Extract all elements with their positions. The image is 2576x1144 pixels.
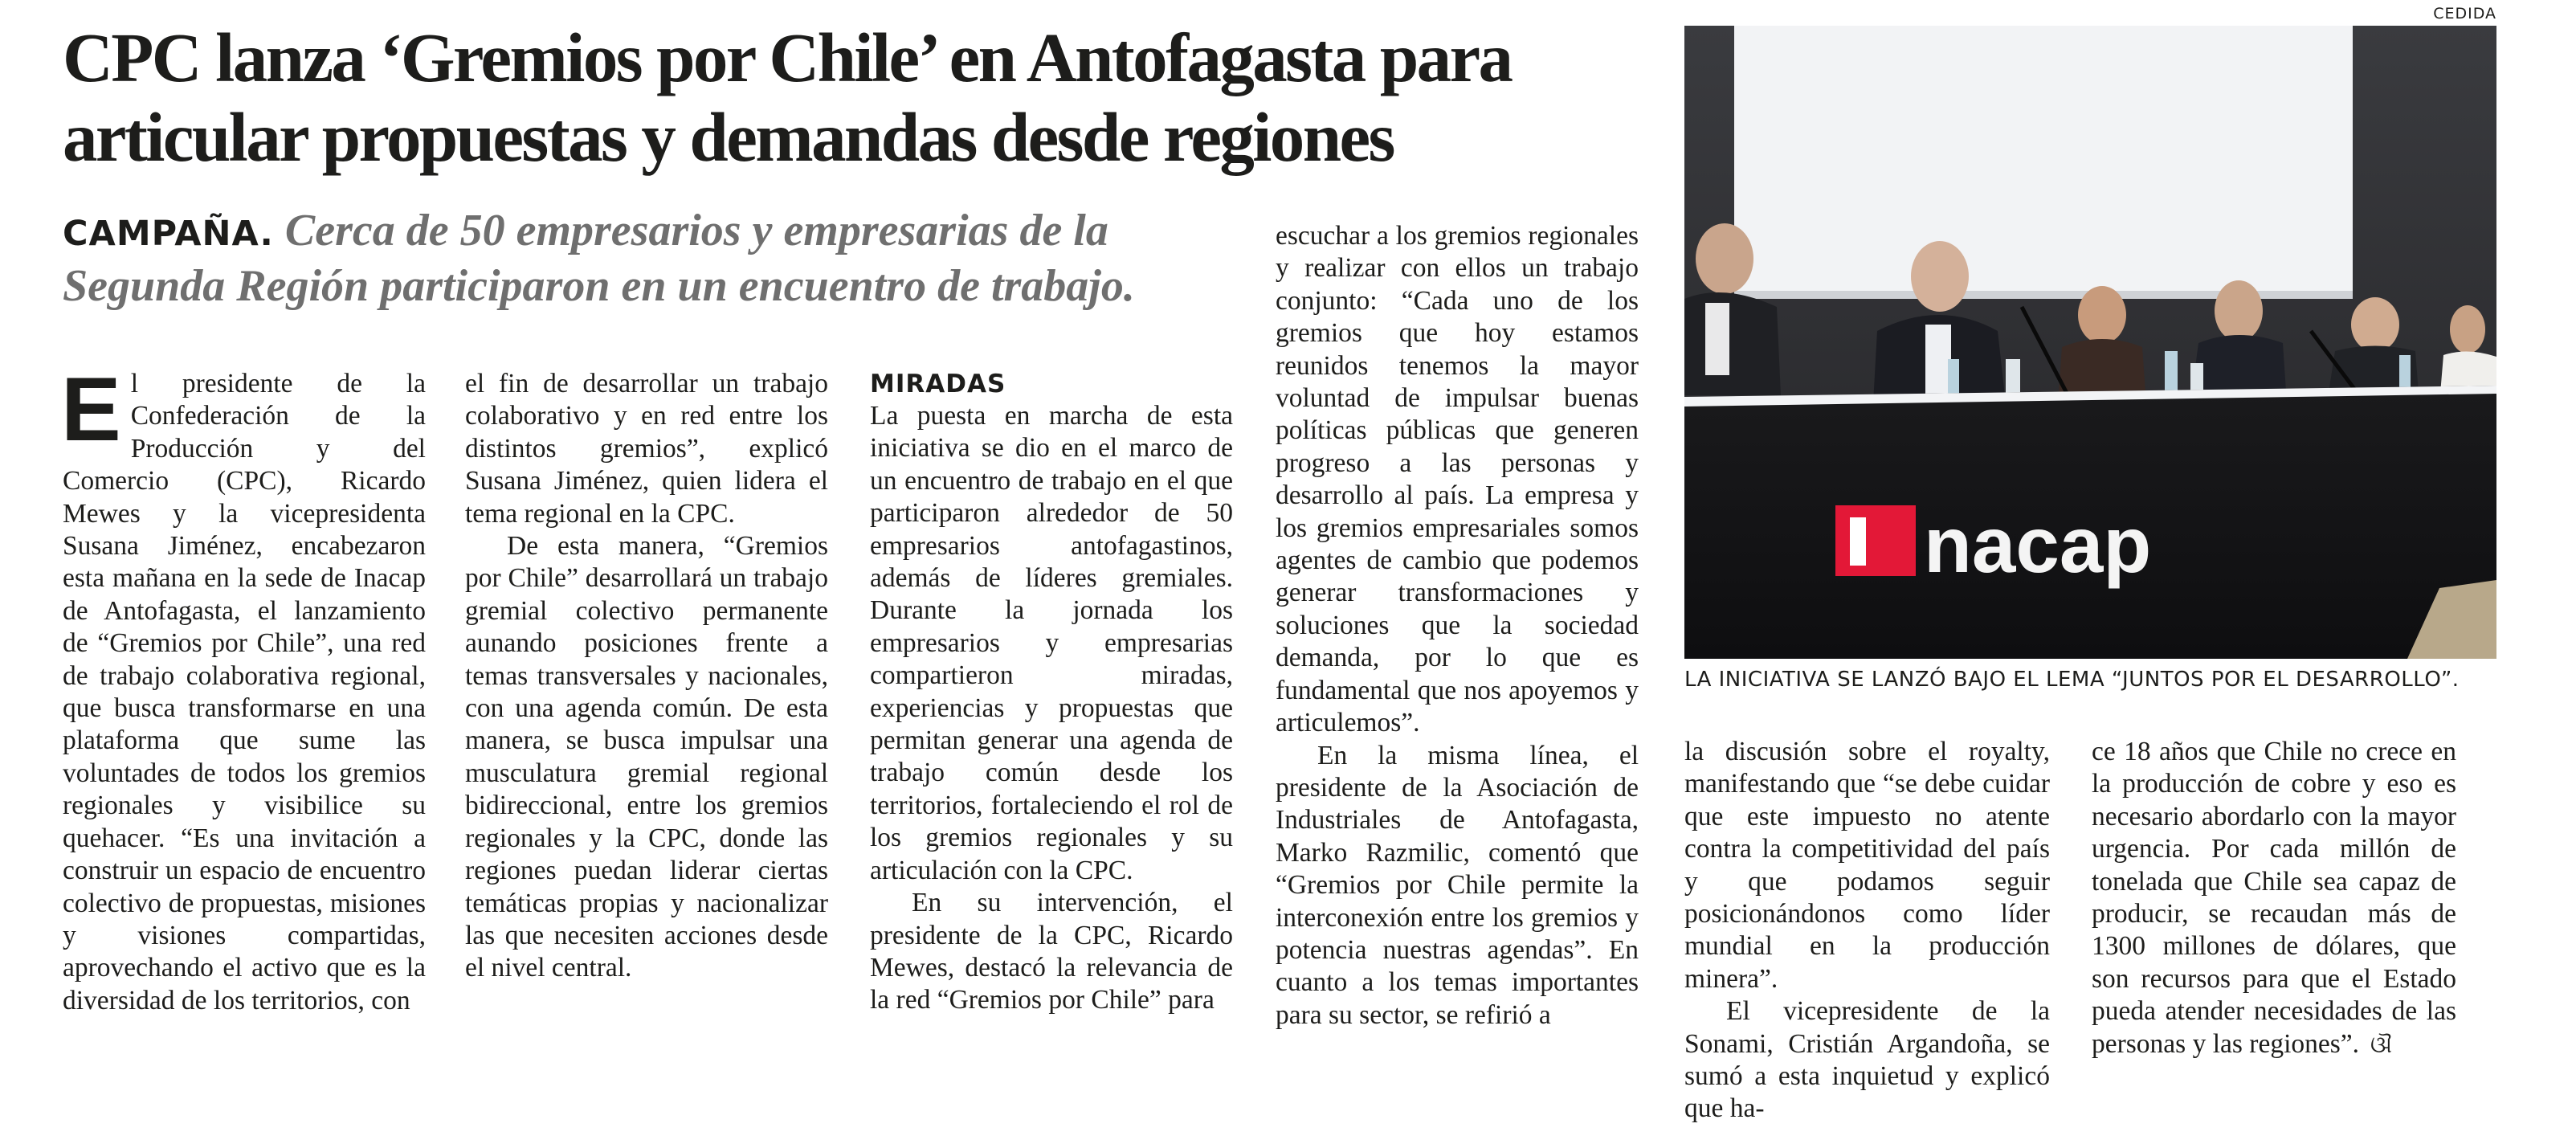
article-paragraph bbox=[2092, 736, 2456, 1061]
deck-kicker: CAMPAÑA. bbox=[63, 214, 274, 254]
article-column-6 bbox=[2092, 736, 2456, 1061]
article-paragraph: El vicepresidente de la Sonami, Cristián Argandoña, se sumó a esta inquietud y explicó que ha- bbox=[1684, 996, 2050, 1124]
article-paragraph-text: l presidente de la Confederación de la Producción y del Comercio (CPC), Ricardo Mewes y la vicepresidenta Susana Jiménez, encabezaron esta mañana en la sede de Inacap de Antofagasta, el lanzamiento de “Gremios por Chile”, una red de trabajo colaborativa regional, que busca transformarse en una plataforma que sume las voluntades de todos los gremios regionales y visibilice su quehacer. “Es una invitación a construir un espacio de encuentro colectivo de propuestas, misiones y visiones compartidas, aprovechando el activo que es la diversidad de los territorios, con bbox=[63, 369, 426, 1015]
deck-text: Cerca de 50 empresarios y empresarias de la Segunda Región participaron en un encuentro de trabajo. bbox=[63, 206, 1135, 311]
article-paragraph bbox=[61, 359, 426, 1017]
article-paragraph-text: ce 18 años que Chile no crece en la producción de cobre y eso es necesario abordarlo con la mayor urgencia. Por cada millón de tonelada que Chile sea capaz de producir, se recaudan más de 1300 millones de dólares, que son recursos para que el Estado pueda atender necesidades de las personas y las regiones”. bbox=[2092, 737, 2456, 1059]
event-photo bbox=[1684, 26, 2496, 659]
article-column-5 bbox=[1684, 736, 2050, 1126]
svg-text:nacap: nacap bbox=[1924, 500, 2152, 589]
deck bbox=[63, 205, 1235, 313]
photo-illustration bbox=[1684, 26, 2496, 659]
article-column-4 bbox=[1276, 220, 1639, 1032]
article-paragraph: En su intervención, el presidente de la CPC, Ricardo Mewes, destacó la relevancia de la red “Gremios por Chile” para bbox=[870, 888, 1233, 1015]
photo-credit: CEDIDA bbox=[2433, 5, 2496, 22]
article-column-2 bbox=[465, 368, 828, 985]
projection-screen bbox=[1734, 26, 2353, 299]
end-of-article-icon: ଔ bbox=[2370, 1031, 2392, 1058]
article-column-3 bbox=[870, 368, 1233, 1017]
article-paragraph: la discusión sobre el royalty, manifestando que “se debe cuidar que este impuesto no atente contra la competitividad del país y que podamos seguir posicionándonos como líder mundial en la producción minera”. bbox=[1684, 737, 2050, 994]
photo-caption: LA INICIATIVA SE LANZÓ BAJO EL LEMA “JUNTOS POR EL DESARROLLO”. bbox=[1684, 668, 2460, 692]
inacap-logo bbox=[1835, 500, 2151, 589]
article-paragraph: En la misma línea, el presidente de la Asociación de Industriales de Antofagasta, Marko Razmilic, comentó que “Gremios por Chile permite la interconexión entre los gremios y potencia nuestras agendas”. En cuanto a los temas importantes para su sector, se refirió a bbox=[1276, 740, 1639, 1030]
section-subhead: MIRADAS bbox=[870, 370, 1006, 398]
headline: CPC lanza ‘Gremios por Chile’ en Antofagasta para articular propuestas y demandas desde regiones bbox=[63, 18, 1512, 176]
drop-cap: E bbox=[61, 359, 121, 460]
article-paragraph: La puesta en marcha de esta iniciativa se dio en el marco de un encuentro de trabajo en el que participaron alrededor de 50 empresarios antofagastinos, además de líderes gremiales. Durante la jornada los empresarios y empresarias compartieron miradas, experiencias y propuestas que permitan generar una agenda de trabajo común desde los territorios, fortaleciendo el rol de los gremios regionales y su articulación con la CPC. bbox=[870, 401, 1233, 885]
article-paragraph: escuchar a los gremios regionales y realizar con ellos un trabajo conjunto: “Cada uno de los gremios que hoy estamos reunidos tenemos la mayor voluntad de impulsar buenas políticas públicas que generen progreso a las personas y desarrollo al país. La empresa y los gremios empresariales somos agentes de cambio que podemos generar transformaciones y soluciones que la sociedad demanda, por lo que es fundamental que nos apoyemos y articulemos”. bbox=[1276, 221, 1639, 738]
article-column-1 bbox=[61, 359, 426, 1017]
article-paragraph: De esta manera, “Gremios por Chile” desarrollará un trabajo gremial colectivo permanente aunando posiciones frente a temas transversales y nacionales, con una agenda común. De esta manera, se busca impulsar una musculatura gremial regional bidireccional, entre los gremios regionales y la CPC, donde las regiones puedan liderar ciertas temáticas propias y nacionalizar las que necesiten acciones desde el nivel central. bbox=[465, 531, 828, 983]
article-paragraph: el fin de desarrollar un trabajo colaborativo y en red entre los distintos gremios”, explicó Susana Jiménez, quien lidera el tema regional en la CPC. bbox=[465, 369, 828, 529]
